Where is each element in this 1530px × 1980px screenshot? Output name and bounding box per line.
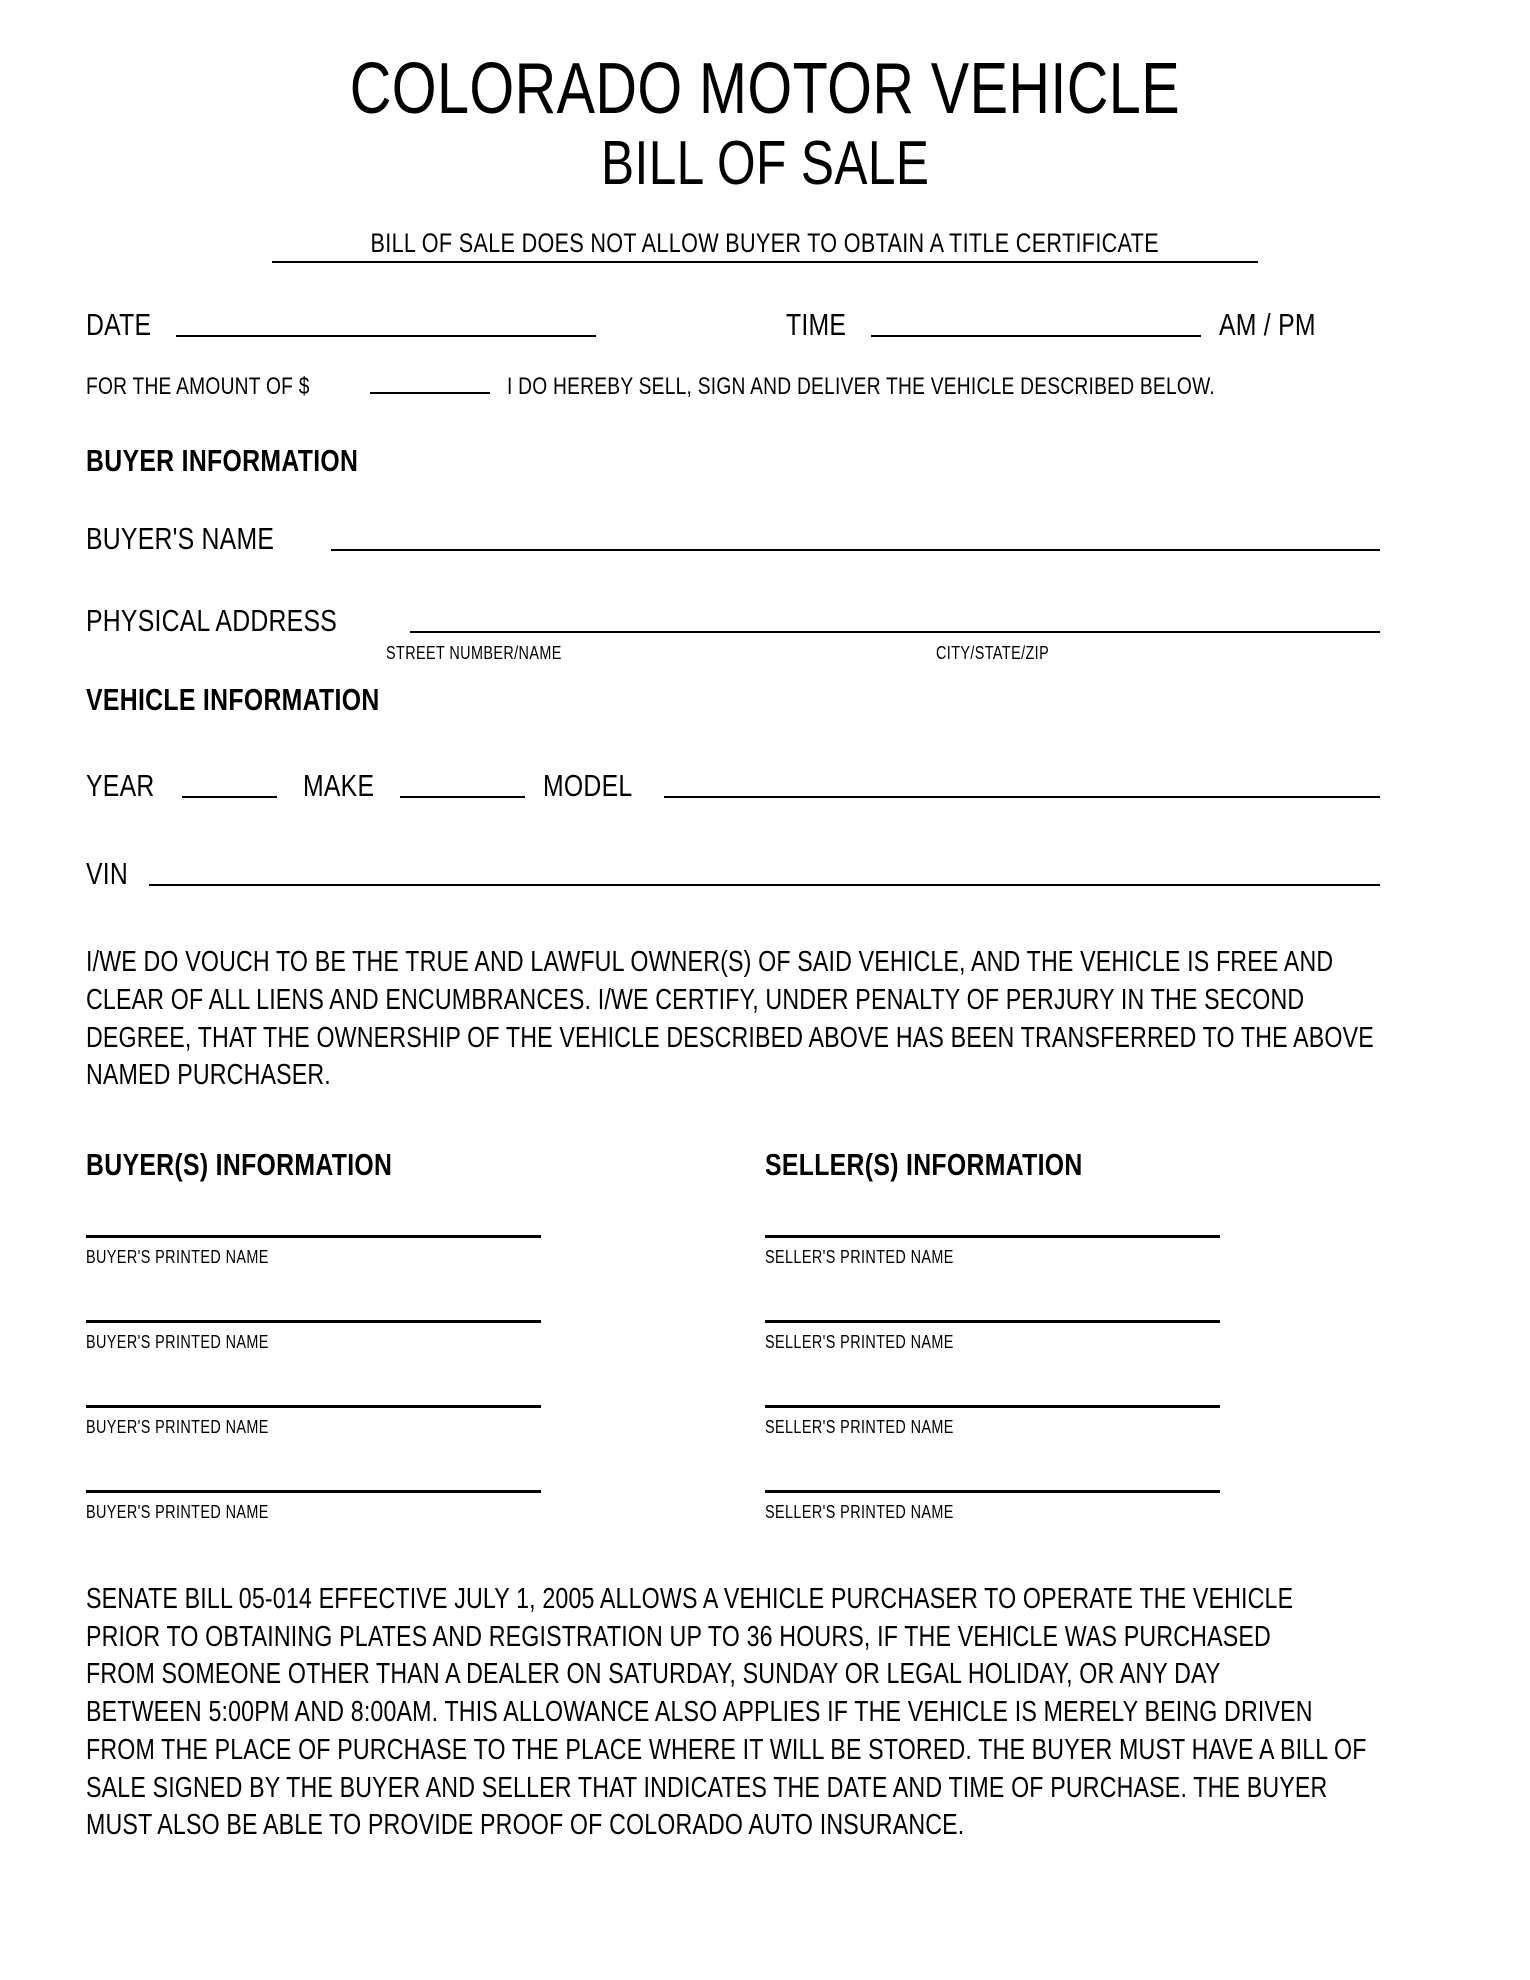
seller-printed-name-caption: SELLER'S PRINTED NAME: [765, 1247, 954, 1268]
senate-line-3: FROM SOMEONE OTHER THAN A DEALER ON SATURDAY, SUNDAY OR LEGAL HOLIDAY, OR ANY DAY: [86, 1658, 1221, 1691]
buyer-name-row: [86, 521, 1444, 557]
document-header: [0, 0, 1530, 263]
date-time-row: [86, 307, 1444, 343]
make-label: MAKE: [302, 768, 374, 804]
title-disclaimer: [0, 228, 1530, 263]
section-heading-vehicle-information: VEHICLE INFORMATION: [86, 682, 380, 718]
seller-printed-name-caption: SELLER'S PRINTED NAME: [765, 1332, 954, 1353]
signature-row: [86, 1320, 1444, 1353]
senate-line-1: SENATE BILL 05-014 EFFECTIVE JULY 1, 2005 ALLOWS A VEHICLE PURCHASER TO OPERATE THE VEHICLE: [86, 1583, 1294, 1616]
senate-line-5: FROM THE PLACE OF PURCHASE TO THE PLACE WHERE IT WILL BE STORED. THE BUYER MUST HAVE A BILL OF: [86, 1733, 1367, 1766]
senate-bill-paragraph: [86, 1581, 1444, 1845]
senate-line-4: BETWEEN 5:00PM AND 8:00AM. THIS ALLOWANCE ALSO APPLIES IF THE VEHICLE IS MERELY BEING DRIVEN: [86, 1696, 1313, 1729]
section-heading-sellers-information: SELLER(S) INFORMATION: [765, 1147, 1083, 1183]
year-label: YEAR: [86, 768, 155, 804]
amount-suffix-label: I DO HEREBY SELL, SIGN AND DELIVER THE VEHICLE DESCRIBED BELOW.: [507, 373, 1216, 401]
seller-signature-cell: [765, 1235, 1444, 1268]
signature-section-headings: [86, 1147, 1444, 1183]
buyer-signature-cell: [86, 1320, 765, 1353]
buyer-signature-cell: [86, 1235, 765, 1268]
seller-printed-name-input[interactable]: [765, 1235, 1220, 1238]
senate-line-7: MUST ALSO BE ABLE TO PROVIDE PROOF OF COLORADO AUTO INSURANCE.: [86, 1809, 965, 1842]
buyer-printed-name-input[interactable]: [86, 1235, 541, 1238]
seller-signature-cell: [765, 1490, 1444, 1523]
time-field-group: [786, 307, 1444, 343]
buyer-printed-name-input[interactable]: [86, 1320, 541, 1323]
seller-printed-name-caption: SELLER'S PRINTED NAME: [765, 1417, 954, 1438]
signature-rows: [86, 1235, 1444, 1523]
seller-signature-cell: [765, 1405, 1444, 1438]
buyer-address-label: PHYSICAL ADDRESS: [86, 603, 338, 639]
senate-line-2: PRIOR TO OBTAINING PLATES AND REGISTRATION UP TO 36 HOURS, IF THE VEHICLE WAS PURCHASED: [86, 1620, 1271, 1653]
vouch-line-4: NAMED PURCHASER.: [86, 1059, 331, 1092]
vin-label: VIN: [86, 856, 129, 892]
buyer-name-label: BUYER'S NAME: [86, 521, 275, 557]
vehicle-vin-row: [86, 856, 1444, 892]
date-input[interactable]: [176, 335, 596, 337]
page-title-line2: [0, 129, 1530, 198]
buyer-printed-name-caption: BUYER'S PRINTED NAME: [86, 1502, 269, 1523]
title-disclaimer-text: BILL OF SALE DOES NOT ALLOW BUYER TO OBTAIN A TITLE CERTIFICATE: [370, 228, 1160, 259]
address-captions: [86, 643, 1444, 664]
buyer-signature-cell: [86, 1405, 765, 1438]
signature-row: [86, 1490, 1444, 1523]
buyer-name-input[interactable]: [331, 549, 1380, 551]
caption-city-state-zip: CITY/STATE/ZIP: [935, 643, 1049, 664]
vehicle-year-make-model-row: [86, 768, 1444, 804]
vin-input[interactable]: [149, 884, 1380, 886]
section-heading-buyer-information: BUYER INFORMATION: [86, 443, 359, 479]
buyer-signature-cell: [86, 1490, 765, 1523]
year-input[interactable]: [182, 796, 277, 798]
model-input[interactable]: [664, 796, 1380, 798]
ownership-vouch-paragraph: [86, 944, 1444, 1095]
seller-printed-name-input[interactable]: [765, 1490, 1220, 1493]
buyer-printed-name-input[interactable]: [86, 1405, 541, 1408]
caption-street-number-name: STREET NUMBER/NAME: [386, 643, 562, 664]
page-title-line1: [0, 49, 1530, 129]
am-pm-label[interactable]: AM / PM: [1219, 307, 1317, 343]
signature-row: [86, 1405, 1444, 1438]
buyer-address-row: [86, 603, 1444, 639]
vouch-line-1: I/WE DO VOUCH TO BE THE TRUE AND LAWFUL OWNER(S) OF SAID VEHICLE, AND THE VEHICLE IS FREE AND: [86, 946, 1334, 979]
buyer-printed-name-caption: BUYER'S PRINTED NAME: [86, 1332, 269, 1353]
signature-row: [86, 1235, 1444, 1268]
section-heading-buyers-information: BUYER(S) INFORMATION: [86, 1147, 393, 1183]
seller-printed-name-caption: SELLER'S PRINTED NAME: [765, 1502, 954, 1523]
page-title-line1-text: COLORADO MOTOR VEHICLE: [349, 49, 1181, 129]
buyer-address-input[interactable]: [410, 631, 1380, 633]
buyer-printed-name-caption: BUYER'S PRINTED NAME: [86, 1417, 269, 1438]
vouch-line-2: CLEAR OF ALL LIENS AND ENCUMBRANCES. I/WE CERTIFY, UNDER PENALTY OF PERJURY IN THE SECOND: [86, 984, 1305, 1016]
make-input[interactable]: [400, 796, 525, 798]
seller-printed-name-input[interactable]: [765, 1405, 1220, 1408]
seller-signature-cell: [765, 1320, 1444, 1353]
date-field-group: [86, 307, 786, 343]
buyer-printed-name-caption: BUYER'S PRINTED NAME: [86, 1247, 269, 1268]
model-label: MODEL: [542, 768, 633, 804]
amount-row: [86, 373, 1444, 401]
senate-line-6: SALE SIGNED BY THE BUYER AND SELLER THAT INDICATES THE DATE AND TIME OF PURCHASE. THE BUYER: [86, 1771, 1328, 1804]
vouch-line-3: DEGREE, THAT THE OWNERSHIP OF THE VEHICLE DESCRIBED ABOVE HAS BEEN TRANSFERRED TO THE ABOVE: [86, 1021, 1374, 1054]
buyer-printed-name-input[interactable]: [86, 1490, 541, 1493]
time-label: TIME: [786, 307, 847, 343]
seller-printed-name-input[interactable]: [765, 1320, 1220, 1323]
page-title-line2-text: BILL OF SALE: [600, 128, 930, 198]
amount-prefix-label: FOR THE AMOUNT OF $: [86, 373, 310, 401]
amount-input[interactable]: [370, 375, 490, 394]
date-label: DATE: [86, 307, 152, 343]
time-input[interactable]: [871, 335, 1201, 337]
